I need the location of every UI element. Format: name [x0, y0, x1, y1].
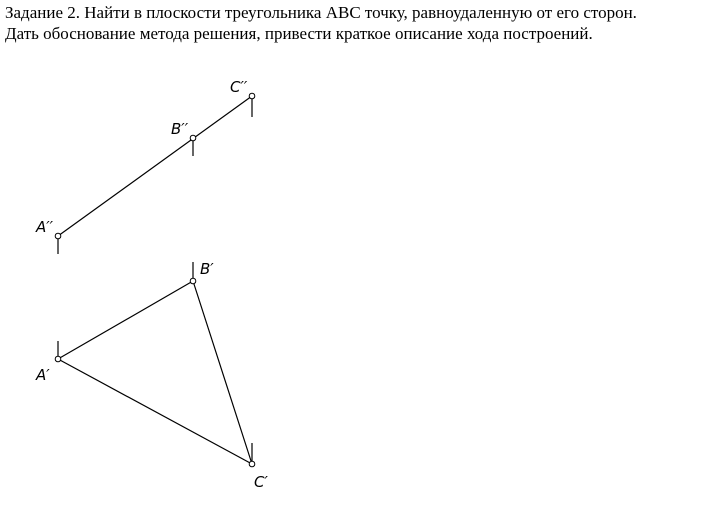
- frontal-point-c: [249, 93, 255, 99]
- task-statement-line-2: Дать обоснование метода решения, привести краткое описание хода построений.: [5, 24, 593, 43]
- frontal-label-a: A′′: [36, 218, 54, 236]
- frontal-point-a: [55, 233, 61, 239]
- horizontal-point-a: [55, 356, 61, 362]
- frontal-line-a-c: [58, 96, 252, 236]
- horizontal-label-a: A′: [36, 366, 50, 384]
- frontal-label-b: B′′: [171, 120, 189, 138]
- frontal-point-b: [190, 135, 196, 141]
- frontal-label-c: C′′: [230, 78, 248, 96]
- task-statement-line-1: Задание 2. Найти в плоскости треугольника АВС точку, равноудаленную от его сторон.: [5, 3, 637, 22]
- horizontal-side-a-b: [58, 281, 193, 359]
- horizontal-point-b: [190, 278, 196, 284]
- horizontal-point-c: [249, 461, 255, 467]
- frontal-projection: [35, 78, 255, 254]
- horizontal-projection: [35, 260, 268, 491]
- horizontal-label-b: B′: [200, 260, 214, 278]
- horizontal-label-c: C′: [254, 473, 268, 491]
